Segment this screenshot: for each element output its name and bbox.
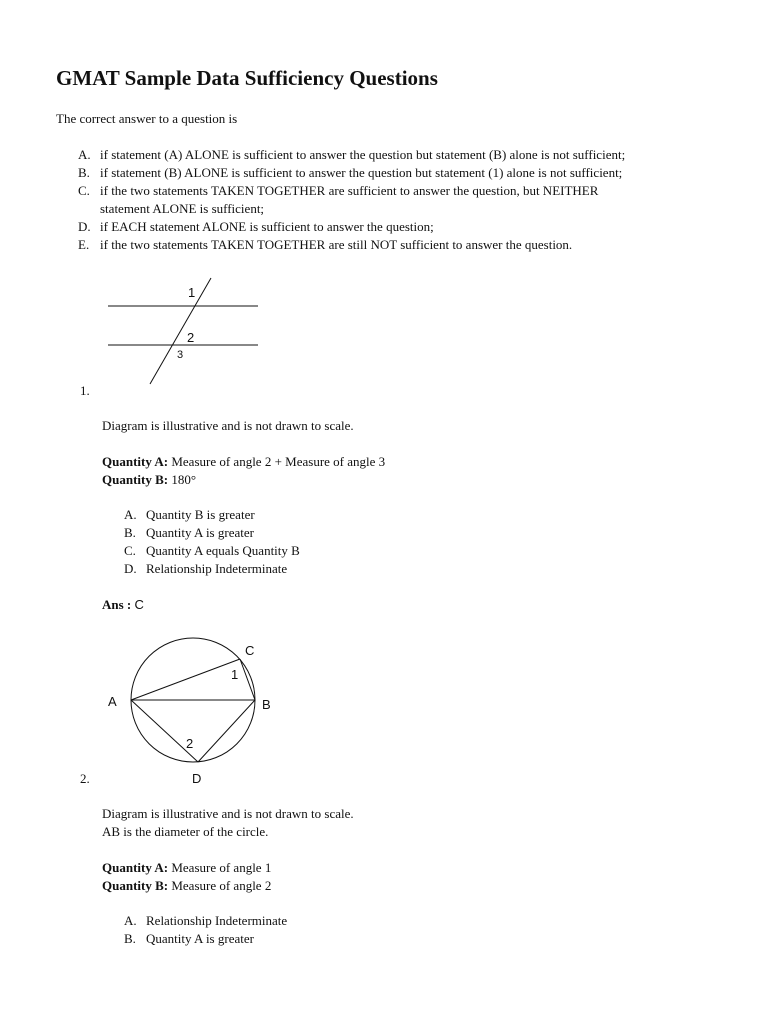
chord-ac <box>131 659 240 700</box>
answer-key-item <box>78 164 738 182</box>
quantity-b-value: Measure of angle 2 <box>171 878 272 893</box>
option-text: Quantity A is greater <box>146 525 254 540</box>
answer-key-text: statement ALONE is sufficient; <box>100 201 265 216</box>
quantity-b-label: Quantity B: <box>102 472 169 487</box>
quantity-b <box>102 877 722 895</box>
answer-key-item <box>78 182 738 218</box>
option-text: Relationship Indeterminate <box>146 561 288 576</box>
angle-label-2: 2 <box>186 736 194 751</box>
question-1-options <box>124 506 524 578</box>
parallel-lines-diagram <box>100 272 270 390</box>
transversal-line <box>150 278 211 384</box>
question-number: 2. <box>80 771 90 786</box>
quantity-b-value: 180° <box>171 472 197 487</box>
option-item <box>124 930 524 948</box>
option-text: Relationship Indeterminate <box>146 913 288 928</box>
answer-label: Ans : <box>102 597 132 612</box>
answer-key-text: if the two statements TAKEN TOGETHER are still NOT sufficient to answer the question. <box>100 237 573 252</box>
answer-key-item <box>78 146 738 164</box>
point-label-a: A <box>108 694 117 709</box>
diameter-note: AB is the diameter of the circle. <box>102 824 269 839</box>
option-item <box>124 560 524 578</box>
list-marker: E. <box>78 237 90 252</box>
answer-key-item <box>78 236 738 254</box>
option-item <box>124 912 524 930</box>
quantity-a <box>102 453 722 471</box>
quantity-b-label: Quantity B: <box>102 878 169 893</box>
option-text: Quantity A is greater <box>146 931 254 946</box>
list-marker: A. <box>78 147 91 162</box>
answer-key-text: if the two statements TAKEN TOGETHER are sufficient to answer the question, but NEITHER <box>100 183 599 198</box>
option-marker: A. <box>124 507 137 522</box>
angle-label-1: 1 <box>231 667 239 682</box>
option-marker: C. <box>124 543 136 558</box>
question-2-body <box>102 805 722 895</box>
answer-key-text: if EACH statement ALONE is sufficient to answer the question; <box>100 219 434 234</box>
chord-cb <box>240 659 255 700</box>
angle-label-2: 2 <box>187 330 195 345</box>
list-marker: C. <box>78 183 90 198</box>
option-marker: B. <box>124 525 136 540</box>
quantity-a-value: Measure of angle 1 <box>171 860 272 875</box>
quantity-a-value: Measure of angle 2 + Measure of angle 3 <box>171 454 386 469</box>
option-item <box>124 542 524 560</box>
question-number: 1. <box>80 383 90 398</box>
option-marker: A. <box>124 913 137 928</box>
option-text: Quantity B is greater <box>146 507 255 522</box>
answer-key-text: if statement (B) ALONE is sufficient to answer the question but statement (1) alone is not sufficient; <box>100 165 623 180</box>
page-title: GMAT Sample Data Sufficiency Questions <box>56 66 438 90</box>
answer-value: C <box>134 597 144 612</box>
answer-line <box>102 596 144 614</box>
quantity-a <box>102 859 722 877</box>
point-label-d: D <box>192 771 202 786</box>
answer-key-item <box>78 218 738 236</box>
option-text: Quantity A equals Quantity B <box>146 543 300 558</box>
point-label-c: C <box>245 643 255 658</box>
option-marker: B. <box>124 931 136 946</box>
quantity-b <box>102 471 722 489</box>
list-marker: B. <box>78 165 90 180</box>
diagram-note: Diagram is illustrative and is not drawn to scale. <box>102 418 354 433</box>
angle-label-1: 1 <box>188 285 196 300</box>
answer-key-text: if statement (A) ALONE is sufficient to answer the question but statement (B) alone is not sufficient; <box>100 147 626 162</box>
angle-label-3: 3 <box>177 349 184 361</box>
option-marker: D. <box>124 561 137 576</box>
intro-text: The correct answer to a question is <box>56 111 238 126</box>
question-1-body <box>102 417 722 489</box>
option-item <box>124 506 524 524</box>
chord-ad <box>131 700 198 762</box>
list-marker: D. <box>78 219 91 234</box>
answer-key-list <box>78 146 738 254</box>
question-2-options <box>124 912 524 948</box>
quantity-a-label: Quantity A: <box>102 860 169 875</box>
quantity-a-label: Quantity A: <box>102 454 169 469</box>
diagram-note: Diagram is illustrative and is not drawn to scale. <box>102 806 354 821</box>
circle-diagram <box>100 628 290 788</box>
option-item <box>124 524 524 542</box>
point-label-b: B <box>262 697 271 712</box>
